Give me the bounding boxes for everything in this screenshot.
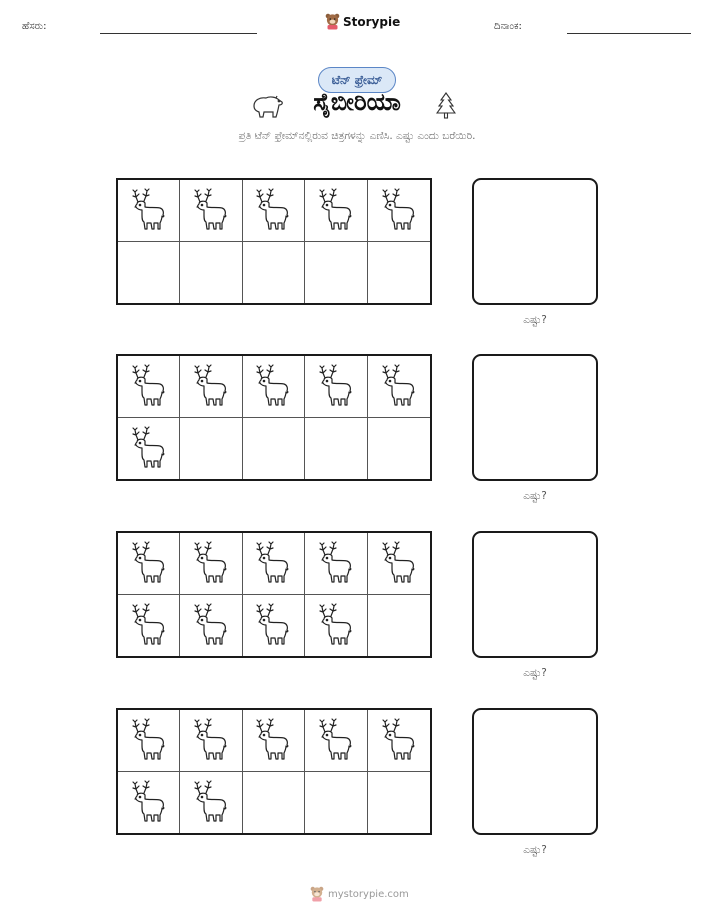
reindeer-icon [253,718,293,762]
how-many-label-3: ಎಷ್ಟು? [523,667,547,679]
reindeer-icon [129,780,169,824]
ten-frame-4 [116,708,432,835]
reindeer-icon [191,364,231,408]
frame-cell [180,772,242,834]
reindeer-icon [129,364,169,408]
reindeer-icon [191,780,231,824]
reindeer-icon [129,603,169,647]
how-many-label-1: ಎಷ್ಟು? [523,314,547,326]
ten-frame-1 [116,178,432,305]
frame-cell [118,595,180,657]
bear-mascot-icon [310,886,324,902]
answer-box-4[interactable] [472,708,598,835]
footer-url[interactable]: mystorypie.com [328,888,409,900]
ten-frame-2 [116,354,432,481]
polar-bear-icon [250,92,284,120]
reindeer-icon [129,718,169,762]
frame-cell [243,180,305,242]
frame-cell [243,710,305,772]
frame-cell [368,533,430,595]
reindeer-icon [191,188,231,232]
date-label: ದಿನಾಂಕ: [494,21,522,32]
frame-cell [180,418,242,480]
bear-mascot-icon [325,13,340,30]
reindeer-icon [129,426,169,470]
frame-cell [305,533,367,595]
answer-box-2[interactable] [472,354,598,481]
frame-cell [118,356,180,418]
frame-cell [180,356,242,418]
frame-cell [368,710,430,772]
reindeer-icon [316,541,356,585]
frame-cell [368,242,430,304]
frame-cell [118,710,180,772]
reindeer-icon [379,364,419,408]
reindeer-icon [191,541,231,585]
frame-cell [118,772,180,834]
reindeer-icon [379,718,419,762]
how-many-label-2: ಎಷ್ಟು? [523,490,547,502]
frame-cell [180,595,242,657]
answer-box-1[interactable] [472,178,598,305]
reindeer-icon [191,718,231,762]
frame-cell [305,180,367,242]
frame-cell [368,418,430,480]
reindeer-icon [316,603,356,647]
frame-cell [180,533,242,595]
reindeer-icon [253,541,293,585]
date-line[interactable] [567,33,691,34]
frame-cell [368,356,430,418]
frame-cell [305,242,367,304]
ten-frame-3 [116,531,432,658]
frame-cell [180,710,242,772]
frame-cell [243,418,305,480]
reindeer-icon [379,188,419,232]
reindeer-icon [129,541,169,585]
footer [310,886,409,902]
frame-cell [305,772,367,834]
frame-cell [118,180,180,242]
frame-cell [243,595,305,657]
frame-cell [118,242,180,304]
frame-cell [118,418,180,480]
frame-cell [243,533,305,595]
frame-cell [243,356,305,418]
reindeer-icon [253,188,293,232]
instructions: ಪ್ರತಿ ಟೆನ್ ಫ್ರೇಮ್‌ನಲ್ಲಿರುವ ಚಿತ್ರಗಳನ್ನು ಎಣಿಸಿ. ಎಷ್ಟು ಎಂದು ಬರೆಯಿರಿ. [238,130,476,142]
frame-cell [305,356,367,418]
frame-cell [368,772,430,834]
brand-name: Storypie [343,14,401,29]
reindeer-icon [379,541,419,585]
frame-cell [118,533,180,595]
frame-cell [180,180,242,242]
reindeer-icon [316,364,356,408]
name-label: ಹೆಸರು: [22,21,47,32]
reindeer-icon [191,603,231,647]
page-title: ಸೈಬೀರಿಯಾ [313,88,401,116]
frame-cell [368,595,430,657]
answer-box-3[interactable] [472,531,598,658]
name-line[interactable] [100,33,257,34]
ten-frame-pill: ಟೆನ್ ಫ್ರೇಮ್ [318,67,396,93]
frame-cell [243,242,305,304]
how-many-label-4: ಎಷ್ಟು? [523,844,547,856]
reindeer-icon [316,718,356,762]
frame-cell [243,772,305,834]
reindeer-icon [129,188,169,232]
frame-cell [180,242,242,304]
brand-logo [325,13,400,30]
frame-cell [305,595,367,657]
reindeer-icon [253,364,293,408]
frame-cell [305,710,367,772]
reindeer-icon [316,188,356,232]
pine-tree-icon [436,92,456,120]
reindeer-icon [253,603,293,647]
frame-cell [305,418,367,480]
frame-cell [368,180,430,242]
